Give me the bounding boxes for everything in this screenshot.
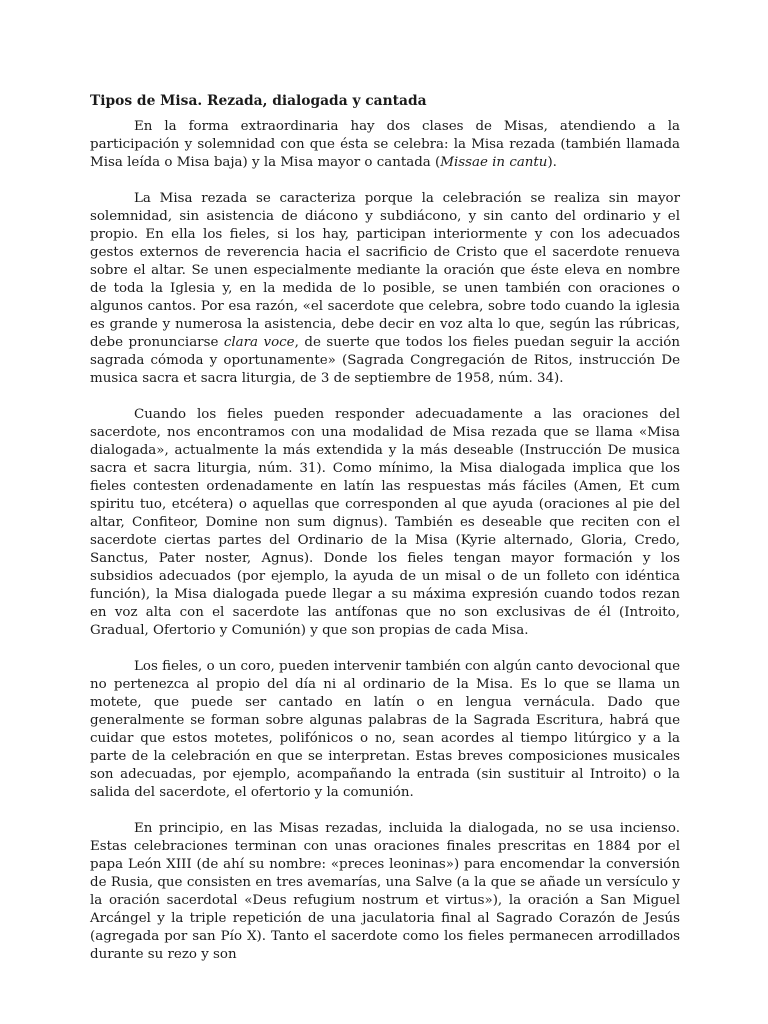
paragraph-2-text-a: La Misa rezada se caracteriza porque la celebración se realiza sin mayor solemnidad, sin asistencia de diácono y subdiácono, y sin canto del ordinario y el propio. En ella los fieles, si los hay, participan interiormente y con los adecuados gestos externos de reverencia hacia el sacrificio de Cristo que el sacerdote renueva sobre el altar. Se unen especialmente mediante la oración que éste eleva en nombre de toda la Iglesia y, en la medida de lo posible, se unen también con oraciones o algunos cantos. Por esa razón, «el sacerdote que celebra, sobre todo cuando la iglesia es grande y numerosa la asistencia, debe decir en voz alta lo que, según las rúbricas, debe pronunciarse: [90, 191, 680, 350]
paragraph-2-italic: clara voce: [223, 335, 295, 350]
paragraph-1: [90, 118, 680, 172]
paragraph-2-text-b: , de suerte que todos los fieles puedan seguir la acción sagrada cómoda y oportunamente» (Sagrada Congregación de Ritos, instrucción De musica sacra et sacra liturgia, de 3 de septiembre de 1958, núm. 34).: [90, 335, 680, 386]
paragraph-1-text-b: ).: [547, 155, 557, 170]
paragraph-4: Los fieles, o un coro, pueden intervenir también con algún canto devocional que no pertenezca al propio del día ni al ordinario de la Misa. Es lo que se llama un motete, que puede ser cantado en latín o en lengua vernácula. Dado que generalmente se forman sobre algunas palabras de la Sagrada Escritura, habrá que cuidar que estos motetes, polifónicos o no, sean acordes al tiempo litúrgico y a la parte de la celebración en que se interpretan. Estas breves composiciones musicales son adecuadas, por ejemplo, acompañando la entrada (sin sustituir al Introito) o la salida del sacerdote, el ofertorio y la comunión.: [90, 659, 680, 800]
paragraph-5: En principio, en las Misas rezadas, incluida la dialogada, no se usa incienso. Estas celebraciones terminan con unas oraciones finales prescritas en 1884 por el papa León XIII (de ahí su nombre: «preces leoninas») para encomendar la conversión de Rusia, que consisten en tres avemarías, una Salve (a la que se añade un versículo y la oración sacerdotal «Deus refugium nostrum et virtus»), la oración a San Miguel Arcángel y la triple repetición de una jaculatoria final al Sagrado Corazón de Jesús (agregada por san Pío X). Tanto el sacerdote como los fieles permanecen arrodillados durante su rezo y son: [90, 821, 680, 962]
document-page: [90, 92, 680, 982]
paragraph-2: [90, 190, 680, 388]
paragraph-1-italic: Missae in cantu: [440, 155, 548, 170]
paragraph-1-text-a: En la forma extraordinaria hay dos clases de Misas, atendiendo a la participación y solemnidad con que ésta se celebra: la Misa rezada (también llamada Misa leída o Misa baja) y la Misa mayor o cantada (: [90, 119, 680, 170]
paragraph-3: Cuando los fieles pueden responder adecuadamente a las oraciones del sacerdote, nos encontramos con una modalidad de Misa rezada que se llama «Misa dialogada», actualmente la más extendida y la más deseable (Instrucción De musica sacra et sacra liturgia, núm. 31). Como mínimo, la Misa dialogada implica que los fieles contesten ordenadamente en latín las respuestas más fáciles (Amen, Et cum spiritu tuo, etcétera) o aquellas que corresponden al que ayuda (oraciones al pie del altar, Confiteor, Domine non sum dignus). También es deseable que reciten con el sacerdote ciertas partes del Ordinario de la Misa (Kyrie alternado, Gloria, Credo, Sanctus, Pater noster, Agnus). Donde los fieles tengan mayor formación y los subsidios adecuados (por ejemplo, la ayuda de un misal o de un folleto con idéntica función), la Misa dialogada puede llegar a su máxima expresión cuando todos rezan en voz alta con el sacerdote las antífonas que no son exclusivas de él (Introito, Gradual, Ofertorio y Comunión) y que son propias de cada Misa.: [90, 407, 680, 638]
document-title: Tipos de Misa. Rezada, dialogada y cantada: [90, 93, 427, 109]
